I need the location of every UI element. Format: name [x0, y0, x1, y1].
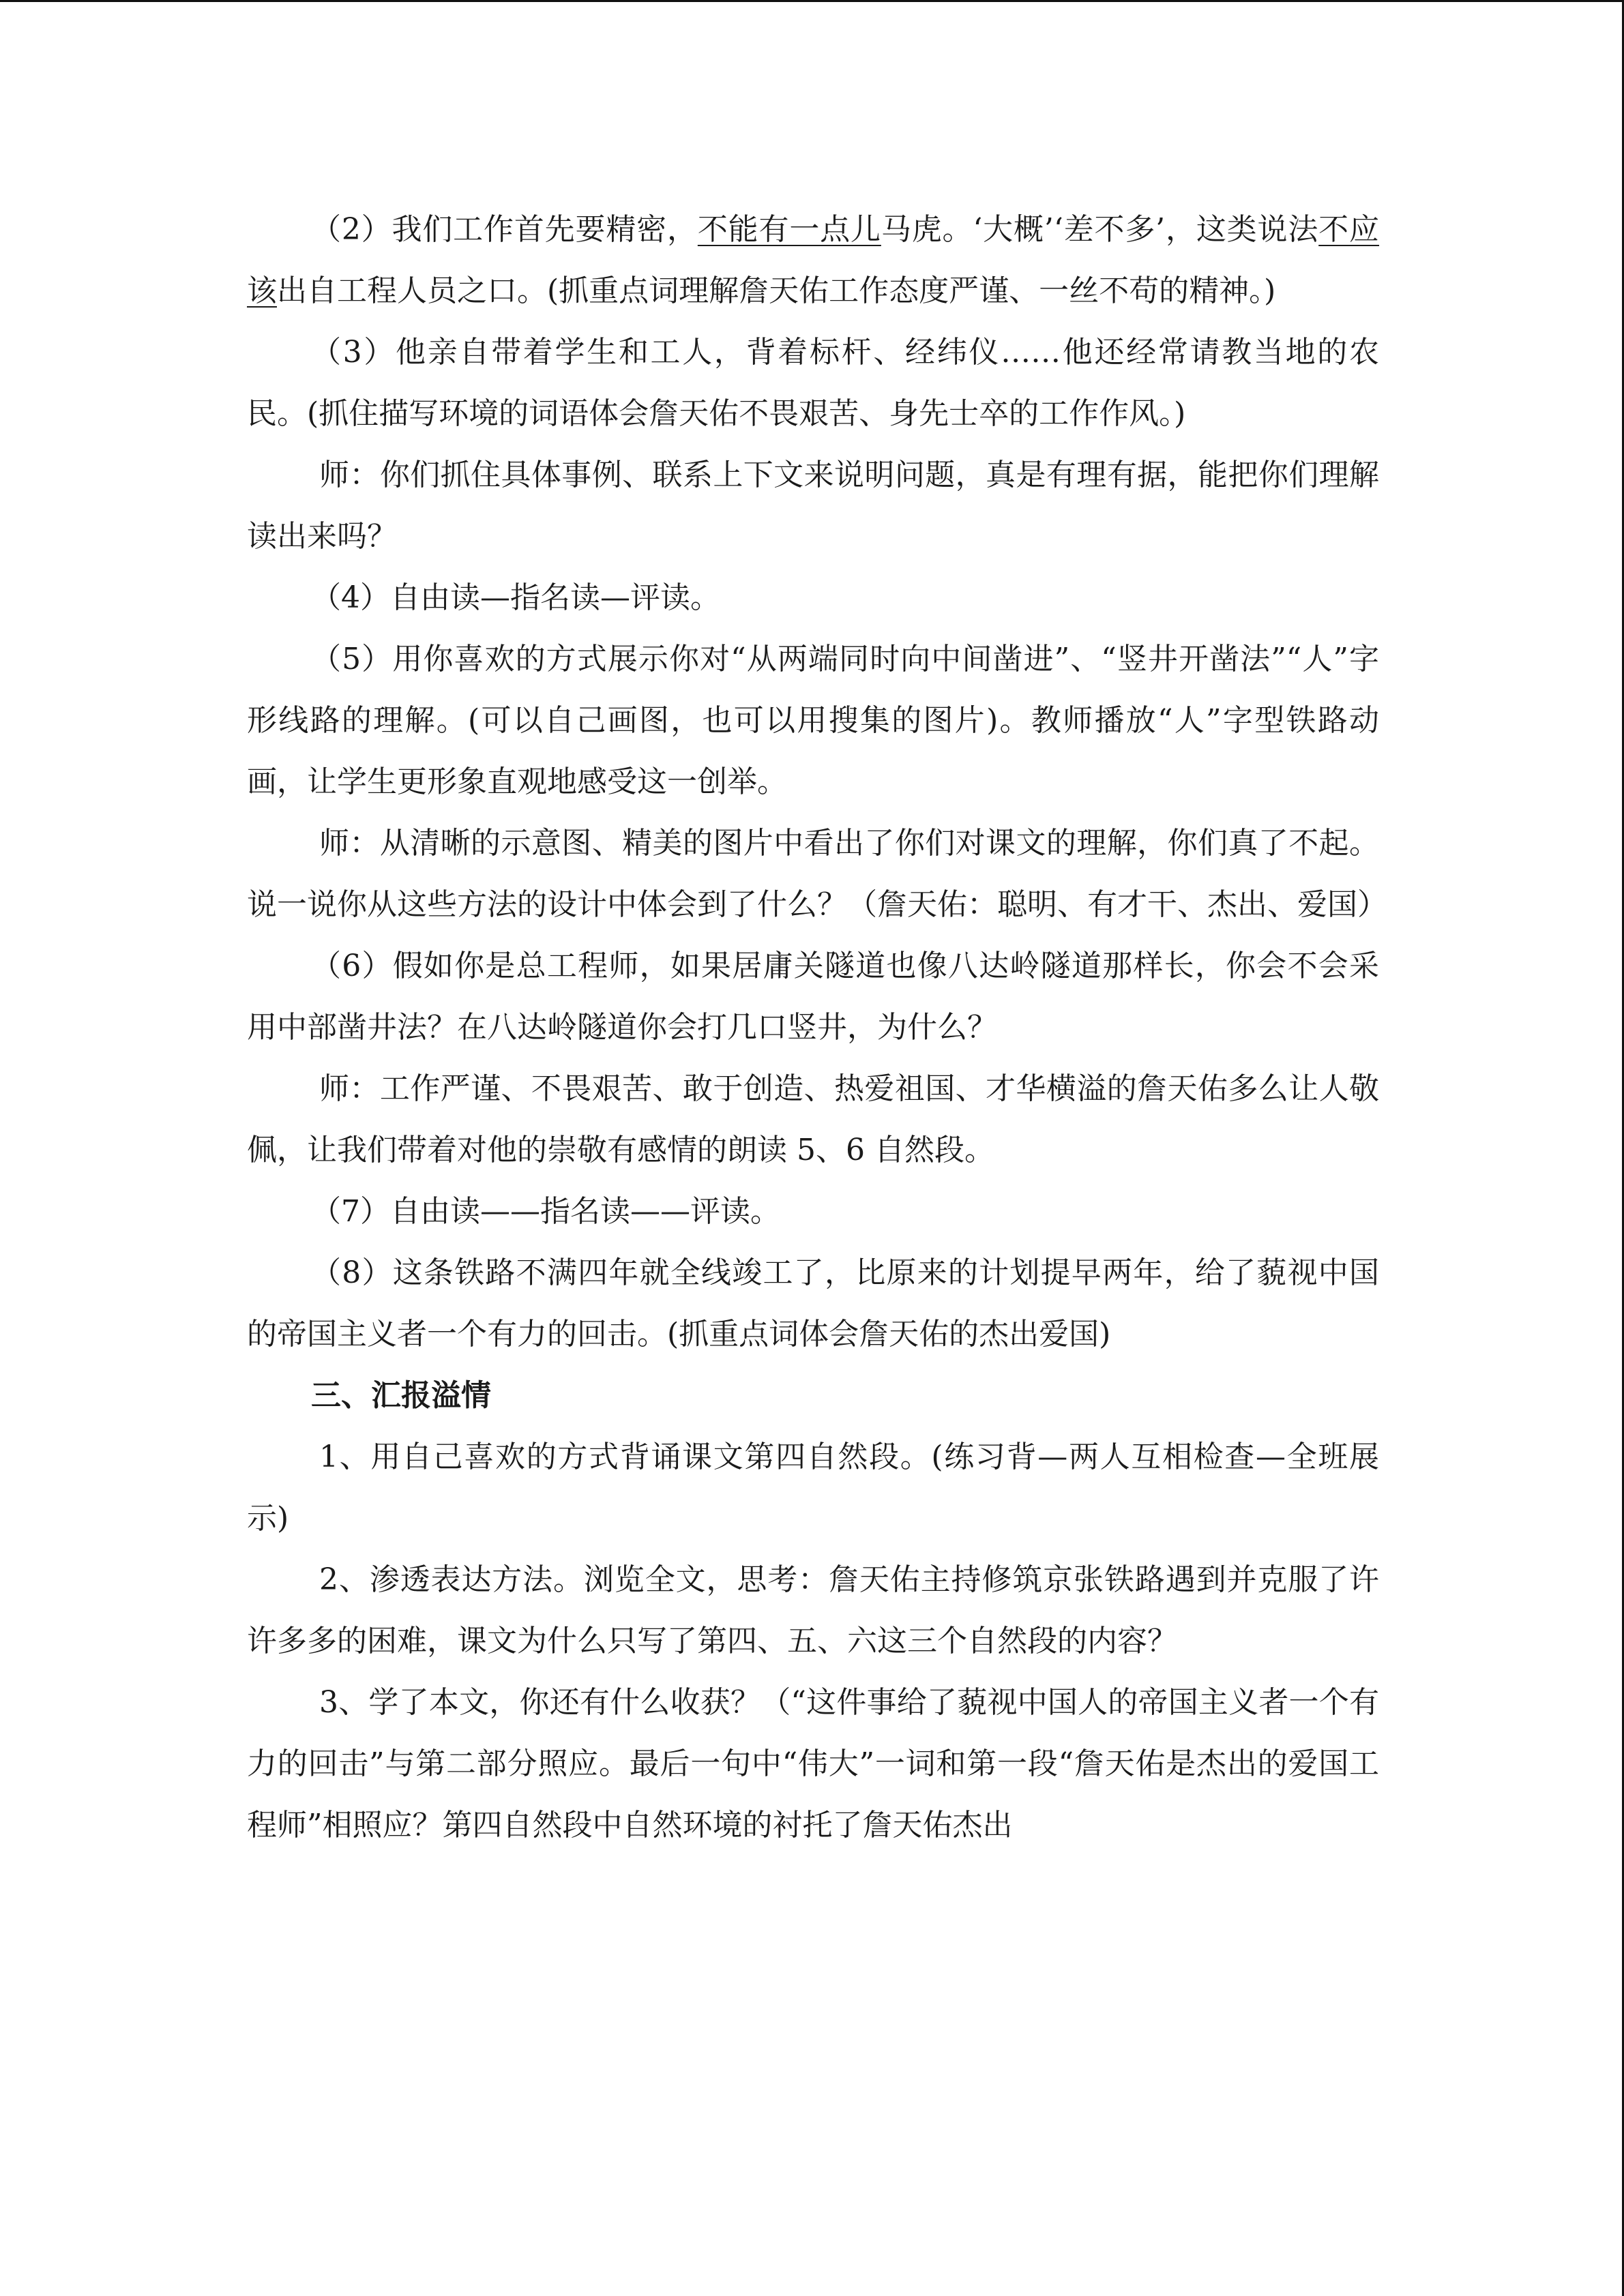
paragraph-item-4: [247, 567, 1379, 629]
text-segment: （3）他亲自带着学生和工人，背着标杆、经纬仪……他还经常请教当地的农民。(抓住描写环境的词语体会詹天佑不畏艰苦、身先士卒的工作作风。): [247, 335, 1379, 431]
paragraph-item-6: [247, 936, 1379, 1058]
text-segment: （8）这条铁路不满四年就全线竣工了，比原来的计划提早两年，给了藐视中国的帝国主义者一个有力的回击。(抓重点词体会詹天佑的杰出爱国): [247, 1255, 1379, 1352]
text-segment: 师：你们抓住具体事例、联系上下文来说明问题，真是有理有据，能把你们理解读出来吗？: [247, 458, 1379, 554]
section-heading: 三、汇报溢情: [311, 1378, 491, 1413]
text-segment: 出自工程人员之口。(抓重点词理解詹天佑工作态度严谨、一丝不苟的精神。): [277, 273, 1276, 308]
section-item-1: 1、用自己喜欢的方式背诵课文第四自然段。(练习背—两人互相检查—全班展示): [247, 1440, 1379, 1536]
text-segment: （2）我们工作首先要精密，: [311, 212, 698, 247]
paragraph-item-3: [247, 322, 1379, 445]
text-segment: 师：从清晰的示意图、精美的图片中看出了你们对课文的理解，你们真了不起。说一说你从这些方法的设计中体会到了什么？（詹天佑：聪明、有才干、杰出、爱国）: [247, 826, 1387, 922]
teacher-remark-1: [247, 445, 1379, 567]
teacher-remark-2: [247, 813, 1387, 936]
section-item-2: 2、渗透表达方法。浏览全文，思考：詹天佑主持修筑京张铁路遇到并克服了许许多多的困难，课文为什么只写了第四、五、六这三个自然段的内容？: [247, 1562, 1379, 1658]
underlined-phrase: 不能有一点儿: [697, 212, 881, 247]
text-segment: （7）自由读——指名读——评读。: [311, 1194, 780, 1229]
paragraph-item-7: [247, 1181, 1379, 1242]
paragraph-item-8: [247, 1242, 1379, 1365]
teacher-remark-3: [247, 1058, 1379, 1181]
text-segment: 师：工作严谨、不畏艰苦、敢于创造、热爱祖国、才华横溢的詹天佑多么让人敬佩，让我们带着对他的崇敬有感情的朗读 5、6 自然段。: [247, 1071, 1379, 1167]
underlined-phrase: 不应该: [247, 212, 1380, 308]
paragraph-item-5: [247, 629, 1379, 813]
section-item-3: 3、学了本文，你还有什么收获？（“这件事给了藐视中国人的帝国主义者一个有力的回击”与第二部分照应。最后一句中“伟大”一词和第一段“詹天佑是杰出的爱国工程师”相照应？第四自然段中自然环境的衬托了詹天佑杰出: [247, 1685, 1379, 1843]
text-segment: （6）假如你是总工程师，如果居庸关隧道也像八达岭隧道那样长，你会不会采用中部凿井法？在八达岭隧道你会打几口竖井，为什么？: [247, 949, 1379, 1045]
text-segment: （4）自由读—指名读—评读。: [311, 580, 720, 615]
text-segment: （5）用你喜欢的方式展示你对“从两端同时向中间凿进”、“竖井开凿法”“人”字形线路的理解。(可以自己画图，也可以用搜集的图片)。教师播放“人”字型铁路动画，让学生更形象直观地感受这一创举。: [247, 642, 1379, 799]
paragraph-item-2: [247, 199, 1379, 322]
text-segment: 马虎。‘大概’‘差不多’，这类说法: [881, 212, 1319, 247]
page-border-top: [0, 0, 1624, 2]
document-body: [247, 199, 1387, 1856]
